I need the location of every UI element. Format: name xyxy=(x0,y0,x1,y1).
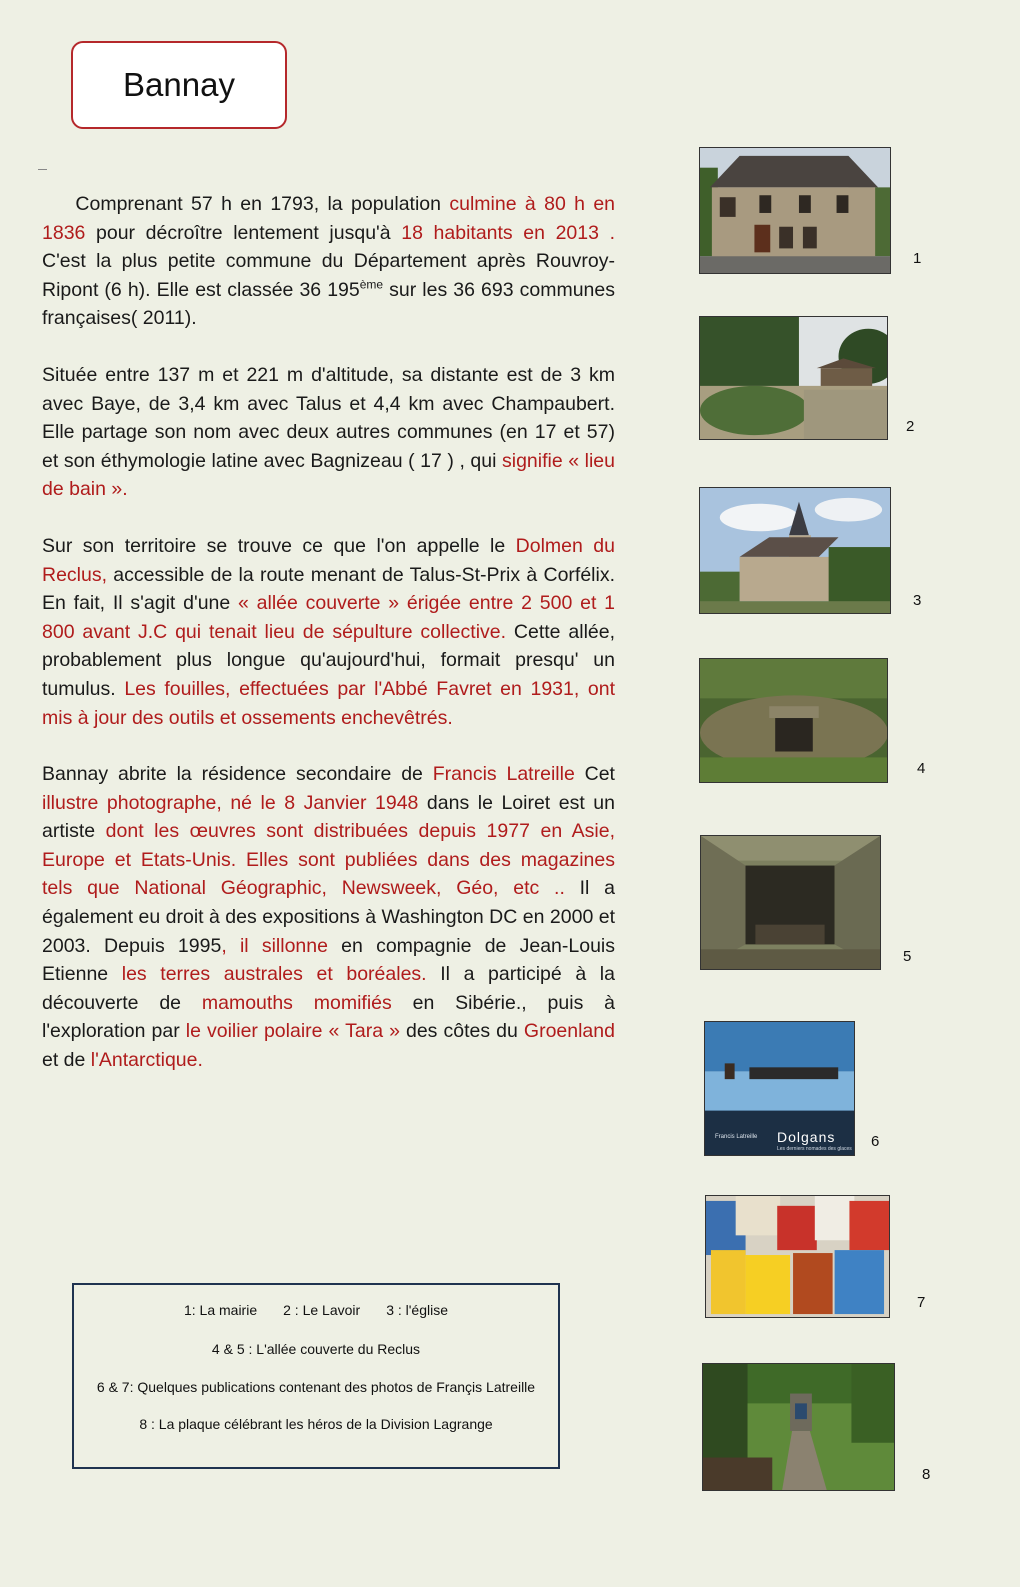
paragraph-dolmen: Sur son territoire se trouve ce que l'on appelle le Dolmen du Reclus, accessible de la route menant de Talus-St-Prix à Corfélix. En fait, Il s'agit d'une « allée couverte » érigée entre 2 500 et 1 800 avant J.C qui tenait lieu de sépulture collective. Cette allée, probablement plus longue qu'aujourd'hui, formait presqu' un tumulus. Les fouilles, effectuées par l'Abbé Favret en 1931, ont mis à jour des outils et ossements enchevêtrés. xyxy=(42,534,616,729)
legend-line-2: 4 & 5 : L'allée couverte du Reclus xyxy=(211,1341,421,1357)
photo-number-1: 1 xyxy=(913,250,922,267)
photo-number-5: 5 xyxy=(903,948,912,965)
legend-line-4: 8 : La plaque célébrant les héros de la Division Lagrange xyxy=(139,1416,493,1432)
photo-eglise xyxy=(699,487,891,614)
photo-magazines xyxy=(705,1195,890,1318)
photo-number-8: 8 xyxy=(922,1466,931,1483)
page-title xyxy=(71,41,287,129)
divider xyxy=(38,169,47,170)
photo-number-6: 6 xyxy=(871,1133,880,1150)
body-text xyxy=(42,190,615,1103)
photo-allee-couverte-1 xyxy=(699,658,888,783)
book-author: Francis Latreille xyxy=(715,1134,758,1140)
book-title: Dolgans xyxy=(777,1129,836,1145)
photo-allee-couverte-2 xyxy=(700,835,881,970)
legend-line-1: 1: La mairie 2 : Le Lavoir 3 : l'église xyxy=(183,1302,449,1318)
paragraph-population: Comprenant 57 h en 1793, la population culmine à 80 h en 1836 pour décroître lentement jusqu'à 18 habitants en 2013 . C'est la plus petite commune du Département après Rouvroy-Ripont (6 h). Elle est classée 36 195ème sur les 36 693 communes françaises( 2011). xyxy=(42,193,616,330)
paragraph-latreille: Bannay abrite la résidence secondaire de Francis Latreille Cet illustre photographe, né le 8 Janvier 1948 dans le Loiret est un artiste dont les œuvres sont distribuées depuis 1977 en Asie, Europe et Etats-Unis. Elles sont publiées dans des magazines tels que National Géographic, Newsweek, Géo, etc .. Il a également eu droit à des expositions à Washington DC en 2000 et 2003. Depuis 1995, il sillonne en compagnie de Jean-Louis Etienne les terres australes et boréales. Il a participé à la découverte de mamouths momifiés en Sibérie., puis à l'exploration par le voilier polaire « Tara » des côtes du Groenland et de l'Antarctique. xyxy=(42,763,616,1072)
photo-legend xyxy=(72,1283,560,1469)
photo-number-3: 3 xyxy=(913,592,922,609)
paragraph-location: Située entre 137 m et 221 m d'altitude, sa distante est de 3 km avec Baye, de 3,4 km avec Talus et 4,4 km avec Champaubert. Elle partage son nom avec deux autres communes (en 17 et 57) et son éthymologie latine avec Bagnizeau ( 17 ) , qui signifie « lieu de bain ». xyxy=(42,363,616,501)
photo-number-2: 2 xyxy=(906,418,915,435)
photo-mairie xyxy=(699,147,891,274)
photo-plaque xyxy=(702,1363,895,1491)
legend-line-3: 6 & 7: Quelques publications contenant des photos de Françis Latreille xyxy=(96,1379,536,1395)
photo-lavoir xyxy=(699,316,888,440)
page-title-text: Bannay xyxy=(123,66,235,103)
book-subtitle: Les derniers nomades des glaces xyxy=(777,1146,852,1152)
photo-book-dolgans xyxy=(704,1021,855,1156)
photo-number-7: 7 xyxy=(917,1294,926,1311)
photo-number-4: 4 xyxy=(917,760,926,777)
